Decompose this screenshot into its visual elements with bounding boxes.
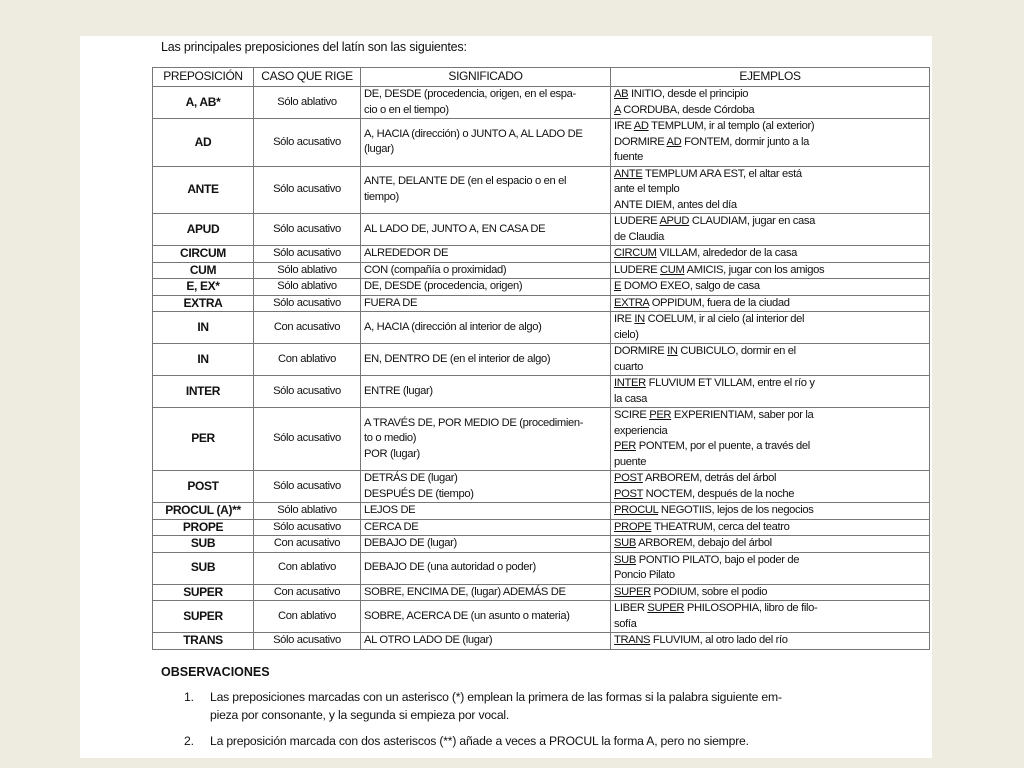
example-cell [611,471,930,503]
example-cell [611,408,930,471]
meaning-cell [361,87,611,119]
case-cell: Con ablativo [254,601,361,633]
example-preposition: E [614,280,622,292]
header-ejemplos: EJEMPLOS [611,68,930,87]
meaning-cell [361,552,611,584]
meaning-line: ALREDEDOR DE [364,247,449,259]
meaning-cell [361,408,611,471]
example-preposition: CUM [660,263,685,276]
example-text: PODIUM, sobre el podio [650,585,768,598]
case-cell: Sólo acusativo [254,295,361,312]
case-cell: Con ablativo [254,552,361,584]
observaciones-list [184,688,864,758]
table-row [153,503,930,520]
meaning-cell [361,536,611,553]
meaning-line: SOBRE, ENCIMA DE, (lugar) ADEMÁS DE [364,585,566,598]
preposition-cell: EXTRA [153,295,254,312]
example-cell [611,519,930,536]
meaning-cell [361,584,611,601]
preposition-cell: IN [153,344,254,376]
example-preposition: A [614,103,621,116]
example-text: THEATRUM, cerca del teatro [651,520,790,533]
example-text: experiencia [614,424,668,437]
example-preposition: APUD [659,215,690,227]
case-cell: Sólo acusativo [254,633,361,650]
example-line [614,246,926,262]
example-line [614,424,926,440]
meaning-cell [361,503,611,520]
example-preposition: SUB [614,537,636,549]
example-text: sofía [614,617,637,630]
example-line [614,344,926,360]
observation-line: La preposición marcada con dos asteriscos (**) añade a veces a PROCUL la forma A, pero no siempre. [210,734,749,748]
example-line [614,553,926,569]
example-preposition: SUPER [647,602,685,614]
example-text: PHILOSOPHIA, libro de filo- [684,602,818,614]
example-text: FLUVIUM ET VILLAM, entre el río y [645,377,815,389]
observation-number: 2. [184,734,194,748]
meaning-cell [361,519,611,536]
meaning-line: A, HACIA (dirección) o JUNTO A, AL LADO DE [364,127,583,140]
example-line [614,601,926,617]
preposition-cell: SUPER [153,601,254,633]
example-text: Poncio Pilato [614,569,675,581]
case-cell: Sólo acusativo [254,214,361,246]
example-preposition: INTER [614,377,646,389]
meaning-line: SOBRE, ACERCA DE (un asunto o materia) [364,609,570,622]
preposition-cell: CIRCUM [153,246,254,263]
example-preposition: TRANS [614,634,651,646]
meaning-cell [361,279,611,296]
preposition-cell: A, AB* [153,87,254,119]
example-preposition: POST [614,472,643,484]
example-line [614,471,926,487]
meaning-line: DE, DESDE (procedencia, origen) [364,280,523,292]
prepositions-table [152,67,930,650]
preposition-cell: PROCUL (A)** [153,503,254,520]
meaning-line: AL LADO DE, JUNTO A, EN CASA DE [364,222,546,235]
example-preposition: IN [667,345,678,357]
example-text: LUDERE [614,215,660,227]
example-line [614,376,926,392]
example-preposition: PER [614,440,636,452]
meaning-line: A, HACIA (dirección al interior de algo) [364,320,542,333]
example-line [614,214,926,230]
example-preposition: PER [649,409,672,421]
example-line [614,312,926,328]
case-cell: Con acusativo [254,312,361,344]
example-line [614,408,926,424]
preposition-cell: POST [153,471,254,503]
example-preposition: PROPE [614,520,652,533]
meaning-line: POR (lugar) [364,447,420,460]
preposition-cell: CUM [153,262,254,279]
case-cell: Sólo ablativo [254,87,361,119]
example-text: PONTIO PILATO, bajo el poder de [635,553,800,566]
table-row [153,214,930,246]
example-cell [611,503,930,520]
case-cell: Sólo ablativo [254,262,361,279]
example-preposition: PROCUL [614,504,659,516]
preposition-cell: ANTE [153,166,254,214]
example-preposition: AB [614,88,629,100]
example-preposition: ANTE [614,167,643,180]
example-cell [611,312,930,344]
example-cell [611,262,930,279]
meaning-line: CON (compañía o proximidad) [364,263,507,276]
header-preposicion: PREPOSICIÓN [153,68,254,87]
example-preposition: CIRCUM [614,247,657,259]
example-cell [611,344,930,376]
example-line [614,279,926,295]
meaning-line: AL OTRO LADO DE (lugar) [364,634,493,646]
example-text: VILLAM, alrededor de la casa [656,247,798,259]
meaning-cell [361,471,611,503]
table-row [153,536,930,553]
meaning-line: (lugar) [364,143,394,156]
meaning-cell [361,119,611,167]
table-row [153,471,930,503]
preposition-cell: INTER [153,376,254,408]
meaning-line: A TRAVÉS DE, POR MEDIO DE (procedimien- [364,416,584,429]
preposition-cell: PROPE [153,519,254,536]
example-text: IRE [614,120,634,132]
meaning-line: FUERA DE [364,296,418,309]
table-row [153,262,930,279]
example-text: ARBOREM, detrás del árbol [642,472,777,484]
example-preposition: SUB [614,553,636,566]
example-cell [611,87,930,119]
example-line [614,455,926,471]
table-row [153,584,930,601]
example-text: OPPIDUM, fuera de la ciudad [648,296,790,309]
example-cell [611,279,930,296]
example-line [614,568,926,584]
example-line [614,536,926,552]
intro-text: Las principales preposiciones del latín son las siguientes: [161,40,467,54]
example-text: NOCTEM, después de la noche [642,487,795,500]
example-text: SCIRE [614,409,650,421]
example-text: PONTEM, por el puente, a través del [635,440,810,452]
example-line [614,263,926,279]
table-row [153,633,930,650]
meaning-cell [361,295,611,312]
example-text: IRE [614,313,635,325]
example-preposition: IN [634,313,645,325]
meaning-line: ENTRE (lugar) [364,384,433,397]
example-text: NEGOTIIS, lejos de los negocios [658,504,814,516]
observation-item [184,688,864,724]
meaning-line: DETRÁS DE (lugar) [364,472,458,484]
table-header-row [153,68,930,87]
case-cell: Sólo acusativo [254,471,361,503]
example-line [614,633,926,649]
example-line [614,182,926,198]
example-text: COELUM, ir al cielo (al interior del [644,313,805,325]
case-cell: Con acusativo [254,536,361,553]
observation-item [184,732,864,750]
observation-line: pieza por consonante, y la segunda si empieza por vocal. [210,708,510,722]
table-row [153,344,930,376]
example-text: LUDERE [614,263,661,276]
case-cell: Sólo acusativo [254,246,361,263]
example-line [614,392,926,408]
example-line [614,103,926,119]
example-preposition: EXTRA [614,296,649,309]
example-preposition: POST [614,487,643,500]
preposition-cell: SUB [153,536,254,553]
meaning-cell [361,376,611,408]
preposition-cell: APUD [153,214,254,246]
meaning-cell [361,166,611,214]
example-cell [611,246,930,263]
meaning-line: DEBAJO DE (lugar) [364,537,457,549]
example-text: DOMO EXEO, salgo de casa [621,280,760,292]
meaning-line: DESPUÉS DE (tiempo) [364,487,474,500]
example-cell [611,295,930,312]
example-text: fuente [614,151,644,163]
table-row [153,408,930,471]
example-text: CORDUBA, desde Córdoba [620,103,755,116]
example-line [614,296,926,312]
meaning-line: DEBAJO DE (una autoridad o poder) [364,561,536,574]
example-cell [611,536,930,553]
example-text: INITIO, desde el principio [628,88,749,100]
table-row [153,295,930,312]
preposition-cell: SUB [153,552,254,584]
case-cell: Sólo acusativo [254,166,361,214]
header-caso: CASO QUE RIGE [254,68,361,87]
case-cell: Sólo ablativo [254,503,361,520]
example-text: puente [614,455,647,468]
meaning-cell [361,312,611,344]
example-line [614,150,926,166]
example-text: LIBER [614,602,648,614]
meaning-cell [361,601,611,633]
table-row [153,246,930,263]
table-row [153,119,930,167]
table-row [153,87,930,119]
case-cell: Sólo acusativo [254,408,361,471]
example-cell [611,166,930,214]
example-text: TEMPLUM ARA EST, el altar está [642,167,802,180]
example-text: ANTE DIEM, antes del día [614,198,737,211]
example-text: la casa [614,392,647,405]
table-row [153,279,930,296]
example-line [614,167,926,183]
observation-number: 1. [184,690,194,704]
example-line [614,230,926,246]
example-cell [611,214,930,246]
example-text: CUBICULO, dormir en el [677,345,796,357]
example-line [614,487,926,503]
example-line [614,87,926,103]
example-line [614,119,926,135]
table-row [153,376,930,408]
header-significado: SIGNIFICADO [361,68,611,87]
case-cell: Sólo ablativo [254,279,361,296]
table-row [153,519,930,536]
table-body [153,87,930,650]
example-text: DORMIRE [614,345,668,357]
example-text: cuarto [614,360,643,373]
table-row [153,601,930,633]
meaning-line: EN, DENTRO DE (en el interior de algo) [364,352,551,365]
meaning-line: cio o en el tiempo) [364,103,449,116]
example-line [614,328,926,344]
example-line [614,617,926,633]
example-text: de Claudia [614,230,664,243]
case-cell: Con acusativo [254,584,361,601]
preposition-cell: SUPER [153,584,254,601]
example-line [614,439,926,455]
table-row [153,552,930,584]
example-line [614,585,926,601]
observation-line: Las preposiciones marcadas con un asterisco (*) emplean la primera de las formas si la palabra siguiente em- [210,690,782,704]
meaning-line: to o medio) [364,432,417,445]
preposition-cell: E, EX* [153,279,254,296]
example-text: CLAUDIAM, jugar en casa [689,215,816,227]
meaning-line: CERCA DE [364,520,419,533]
example-line [614,503,926,519]
preposition-cell: AD [153,119,254,167]
case-cell: Sólo acusativo [254,119,361,167]
case-cell: Sólo acusativo [254,376,361,408]
example-text: TEMPLUM, ir al templo (al exterior) [648,120,815,132]
meaning-cell [361,214,611,246]
meaning-cell [361,262,611,279]
example-text: cielo) [614,328,639,341]
example-preposition: AD [633,120,649,132]
example-line [614,360,926,376]
example-text: FONTEM, dormir junto a la [681,135,810,148]
example-cell [611,376,930,408]
example-cell [611,601,930,633]
example-preposition: AD [666,135,682,148]
case-cell: Con ablativo [254,344,361,376]
meaning-line: DE, DESDE (procedencia, origen, en el espa- [364,88,576,100]
observaciones-title: OBSERVACIONES [161,665,270,679]
example-text: DORMIRE [614,135,667,148]
example-text: ARBOREM, debajo del árbol [635,537,772,549]
example-cell [611,552,930,584]
example-line [614,520,926,536]
meaning-line: LEJOS DE [364,504,416,516]
meaning-line: tiempo) [364,190,399,203]
meaning-cell [361,633,611,650]
preposition-cell: TRANS [153,633,254,650]
example-text: AMICIS, jugar con los amigos [684,263,825,276]
meaning-line: ANTE, DELANTE DE (en el espacio o en el [364,175,567,188]
example-cell [611,119,930,167]
document-page [80,36,932,758]
example-text: EXPERIENTIAM, saber por la [671,409,814,421]
example-cell [611,633,930,650]
example-text: ante el templo [614,183,680,195]
preposition-cell: IN [153,312,254,344]
table-row [153,166,930,214]
preposition-cell: PER [153,408,254,471]
example-cell [611,584,930,601]
example-line [614,198,926,214]
table-row [153,312,930,344]
example-line [614,135,926,151]
case-cell: Sólo acusativo [254,519,361,536]
example-text: FLUVIUM, al otro lado del río [650,634,788,646]
meaning-cell [361,344,611,376]
example-preposition: SUPER [614,585,651,598]
meaning-cell [361,246,611,263]
